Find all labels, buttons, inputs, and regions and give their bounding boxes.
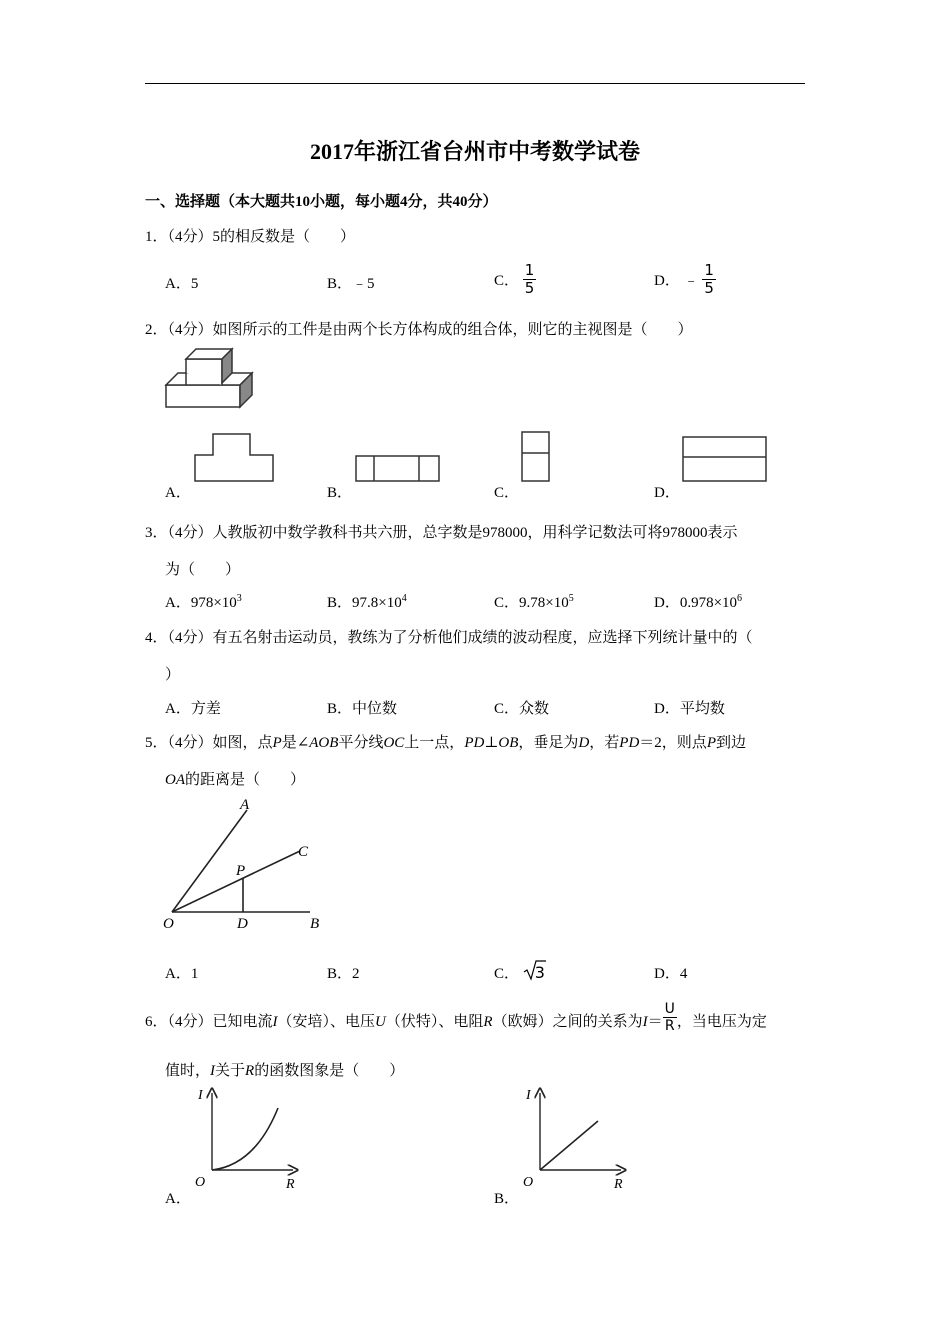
q5-line2-text: 的距离是（ ） xyxy=(185,772,306,788)
q5-text-5: ⊥ xyxy=(484,735,499,751)
q5-sqrt-value: 3 xyxy=(534,963,545,982)
q5-var-p-2: P xyxy=(706,735,716,751)
q6-option-a: A． xyxy=(165,1191,191,1207)
q6-text-4: （欧姆）之间的关系为 xyxy=(492,1014,643,1030)
q3-a-exp: 3 xyxy=(236,593,242,604)
q6a-label-i: I xyxy=(198,1088,203,1103)
q5-text-2: 是∠ xyxy=(281,735,310,751)
q5-var-ob: OB xyxy=(498,735,519,751)
q5-var-p: P xyxy=(272,735,282,751)
q4-option-c: C．众数 xyxy=(494,701,550,717)
q6-option-b: B． xyxy=(494,1191,520,1207)
q1-c-numerator: 1 xyxy=(524,261,535,279)
q6-line2-var-r: R xyxy=(245,1063,255,1079)
question-3-stem-line2: 为（ ） xyxy=(165,562,241,578)
q5-label-p: P xyxy=(236,863,246,879)
q5-label-b: B xyxy=(310,916,320,932)
q1-option-d-fraction xyxy=(702,262,716,297)
q5-label-c: C xyxy=(298,844,309,860)
q3-c-exp: 5 xyxy=(568,593,574,604)
q6a-label-r: R xyxy=(286,1177,295,1192)
q6-text-5: ＝ xyxy=(647,1014,663,1030)
sqrt-radical-icon xyxy=(523,960,547,982)
q5-text-4: 上一点， xyxy=(404,735,465,751)
q3-option-d xyxy=(654,591,742,612)
page-title: 2017年浙江省台州市中考数学试卷 xyxy=(309,139,640,164)
q5-label-o: O xyxy=(163,916,174,932)
q1-option-c-fraction xyxy=(523,262,537,297)
q3-option-b xyxy=(327,591,407,612)
q5-angle-figure xyxy=(160,795,330,935)
q6-line2-text-1: 值时， xyxy=(165,1063,211,1079)
q3-option-a xyxy=(165,591,242,612)
q3-option-c xyxy=(494,591,574,612)
q5-text-6: ，垂足为 xyxy=(518,735,579,751)
q1-option-a: A．5 xyxy=(165,276,199,292)
q4-option-b: B．中位数 xyxy=(327,701,398,717)
q1-option-d-sign: ﹣ xyxy=(683,273,699,289)
q1-option-d-label: D． xyxy=(654,273,680,289)
q6-text-2: （安培）、电压 xyxy=(277,1014,376,1030)
question-2-stem: 2．（4分）如图所示的工件是由两个长方体构成的组合体，则它的主视图是（ ） xyxy=(145,322,693,338)
q3-b-base: B．97.8×10 xyxy=(327,595,402,611)
q6-fraction xyxy=(663,1001,677,1034)
question-6-stem-line1 xyxy=(145,1001,767,1035)
q5-text-3: 平分线 xyxy=(338,735,384,751)
q5-label-d: D xyxy=(237,916,248,932)
q3-b-exp: 4 xyxy=(401,593,407,604)
q5-text-7: ，若 xyxy=(589,735,620,751)
q6-frac-den: R xyxy=(664,1018,675,1035)
header-rule xyxy=(145,83,805,84)
q5-var-pd-2: PD xyxy=(619,735,640,751)
question-4-stem-line1: 4．（4分）有五名射击运动员，教练为了分析他们成绩的波动程度，应选择下列统计量中的（ xyxy=(145,630,753,646)
q6-frac-num: U xyxy=(664,1001,675,1018)
q3-c-base: C．9.78×10 xyxy=(494,595,569,611)
q2-option-d: D． xyxy=(654,485,680,501)
question-5-stem-line2 xyxy=(165,768,305,789)
q6-graph-b xyxy=(518,1085,633,1195)
q6-text-3: （伏特）、电阻 xyxy=(385,1014,484,1030)
q5-var-pd: PD xyxy=(464,735,485,751)
q5-label-a: A xyxy=(240,797,250,813)
q2-option-c: C． xyxy=(494,485,520,501)
question-5-stem-line1 xyxy=(145,731,746,752)
q1-c-denominator: 5 xyxy=(524,279,535,297)
q6b-label-o: O xyxy=(523,1175,534,1190)
q6-var-i: I xyxy=(272,1014,278,1030)
question-3-stem-line1: 3．（4分）人教版初中数学教科书共六册，总字数是978000，用科学记数法可将978000表示 xyxy=(145,525,738,541)
q6-var-r: R xyxy=(483,1014,493,1030)
q4-option-a: A．方差 xyxy=(165,701,221,717)
q5-option-b: B．2 xyxy=(327,966,360,982)
q6-line2-text-3: 的函数图象是（ ） xyxy=(254,1063,405,1079)
q2-option-d-figure xyxy=(682,436,768,483)
q6a-label-o: O xyxy=(195,1175,206,1190)
q2-option-c-figure xyxy=(521,431,551,483)
q1-option-b: B．﹣5 xyxy=(327,276,375,292)
q2-option-b-figure xyxy=(355,455,441,483)
q1-option-d xyxy=(654,262,716,297)
q3-d-base: D．0.978×10 xyxy=(654,595,738,611)
q6b-label-r: R xyxy=(614,1177,623,1192)
q4-option-d: D．平均数 xyxy=(654,701,725,717)
q5-option-c-label: C． xyxy=(494,966,520,982)
q6-graph-a xyxy=(190,1085,305,1195)
q1-option-c-label: C． xyxy=(494,273,520,289)
q5-text-1: 5．（4分）如图，点 xyxy=(145,735,273,751)
q5-var-aob: AOB xyxy=(309,735,339,751)
section-heading: 一、选择题（本大题共10小题，每小题4分，共40分） xyxy=(145,194,498,210)
q1-d-denominator: 5 xyxy=(704,279,714,297)
q6-var-u: U xyxy=(375,1014,386,1030)
q1-d-numerator: 1 xyxy=(704,261,714,279)
q6-text-6: ，当电压为定 xyxy=(676,1014,767,1030)
q2-option-b: B． xyxy=(327,485,353,501)
q5-text-8: ＝2，则点 xyxy=(639,735,707,751)
q5-sqrt xyxy=(523,963,545,982)
q5-option-d: D．4 xyxy=(654,966,688,982)
q5-var-d: D xyxy=(578,735,590,751)
q5-var-oc: OC xyxy=(383,735,405,751)
q5-option-c xyxy=(494,962,545,983)
question-4-stem-line2: ） xyxy=(165,667,181,683)
q6-line2-text-2: 关于 xyxy=(215,1063,246,1079)
q6-line2-var-i: I xyxy=(210,1063,216,1079)
q5-text-9: 到边 xyxy=(715,735,746,751)
q2-option-a-figure xyxy=(194,433,276,483)
q2-option-a: A． xyxy=(165,485,191,501)
q6b-label-i: I xyxy=(526,1088,531,1103)
question-1-stem: 1．（4分）5的相反数是（ ） xyxy=(145,229,356,245)
q5-var-oa: OA xyxy=(165,772,185,788)
q1-option-c xyxy=(494,262,536,297)
question-6-stem-line2 xyxy=(165,1059,404,1080)
q6-var-i-2: I xyxy=(642,1014,648,1030)
q6-text-1: 6．（4分）已知电流 xyxy=(145,1014,273,1030)
q5-option-a: A．1 xyxy=(165,966,199,982)
q3-a-base: A．978×10 xyxy=(165,595,237,611)
q3-d-exp: 6 xyxy=(737,593,743,604)
q2-workpiece-figure xyxy=(160,345,260,410)
